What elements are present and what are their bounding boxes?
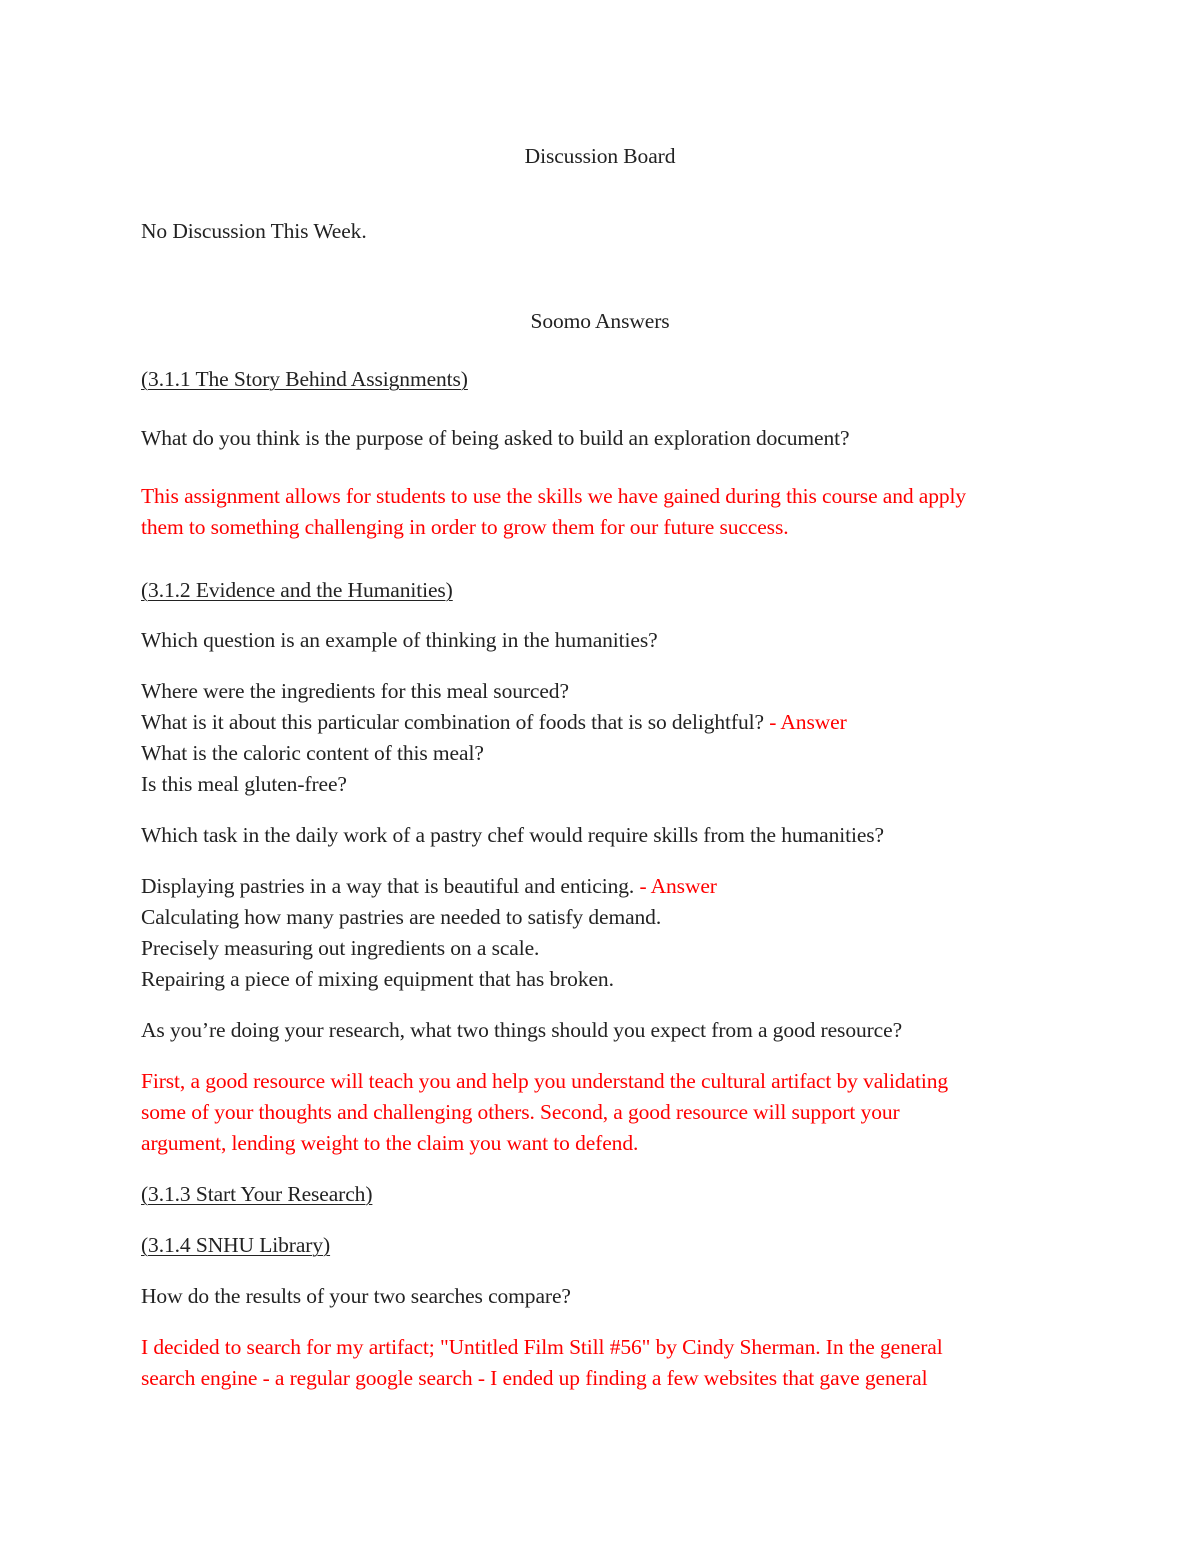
q1-option-4: Is this meal gluten-free?	[141, 772, 347, 796]
heading-3-1-4: (3.1.4 SNHU Library)	[141, 1233, 331, 1257]
answer-3-1-4-line-1: I decided to search for my artifact; "Untitled Film Still #56" by Cindy Sherman. In the general	[141, 1335, 943, 1359]
answer-marker: - Answer	[763, 710, 847, 734]
heading-3-1-2: (3.1.2 Evidence and the Humanities)	[141, 578, 453, 602]
q1-option-2-text: What is it about this particular combination of foods that is so delightful?	[141, 710, 764, 734]
q2-option-1-text: Displaying pastries in a way that is beautiful and enticing.	[141, 874, 635, 898]
answer-marker: - Answer	[634, 874, 717, 898]
question-3-1-2-q2: Which task in the daily work of a pastry chef would require skills from the humanities?	[141, 823, 885, 847]
q3-answer-line-1: First, a good resource will teach you and help you understand the cultural artifact by validating	[141, 1069, 949, 1093]
q3-answer-line-3: argument, lending weight to the claim you want to defend.	[141, 1131, 639, 1155]
q1-option-3: What is the caloric content of this meal?	[141, 741, 484, 765]
answer-3-1-4-line-2: search engine - a regular google search - I ended up finding a few websites that gave general	[141, 1366, 928, 1390]
heading-3-1-1: (3.1.1 The Story Behind Assignments)	[141, 367, 468, 391]
question-3-1-2-q3: As you’re doing your research, what two things should you expect from a good resource?	[141, 1018, 903, 1042]
q3-answer-line-2: some of your thoughts and challenging others. Second, a good resource will support your	[141, 1100, 900, 1124]
question-3-1-1: What do you think is the purpose of being asked to build an exploration document?	[141, 426, 850, 450]
question-3-1-2-q1: Which question is an example of thinking in the humanities?	[141, 628, 658, 652]
answer-3-1-1-line-1: This assignment allows for students to use the skills we have gained during this course and apply	[141, 484, 967, 508]
q2-option-3: Precisely measuring out ingredients on a scale.	[141, 936, 540, 960]
section-title: Soomo Answers	[530, 309, 670, 333]
question-3-1-4: How do the results of your two searches compare?	[141, 1284, 571, 1308]
q2-option-4: Repairing a piece of mixing equipment that has broken.	[141, 967, 614, 991]
q1-option-2	[141, 707, 847, 738]
q1-option-1: Where were the ingredients for this meal sourced?	[141, 679, 569, 703]
q2-option-2: Calculating how many pastries are needed to satisfy demand.	[141, 905, 662, 929]
answer-3-1-1-line-2: them to something challenging in order to grow them for our future success.	[141, 515, 789, 539]
q2-option-1	[141, 871, 717, 902]
discussion-note: No Discussion This Week.	[141, 219, 367, 243]
document-title: Discussion Board	[524, 144, 676, 168]
heading-3-1-3: (3.1.3 Start Your Research)	[141, 1182, 373, 1206]
